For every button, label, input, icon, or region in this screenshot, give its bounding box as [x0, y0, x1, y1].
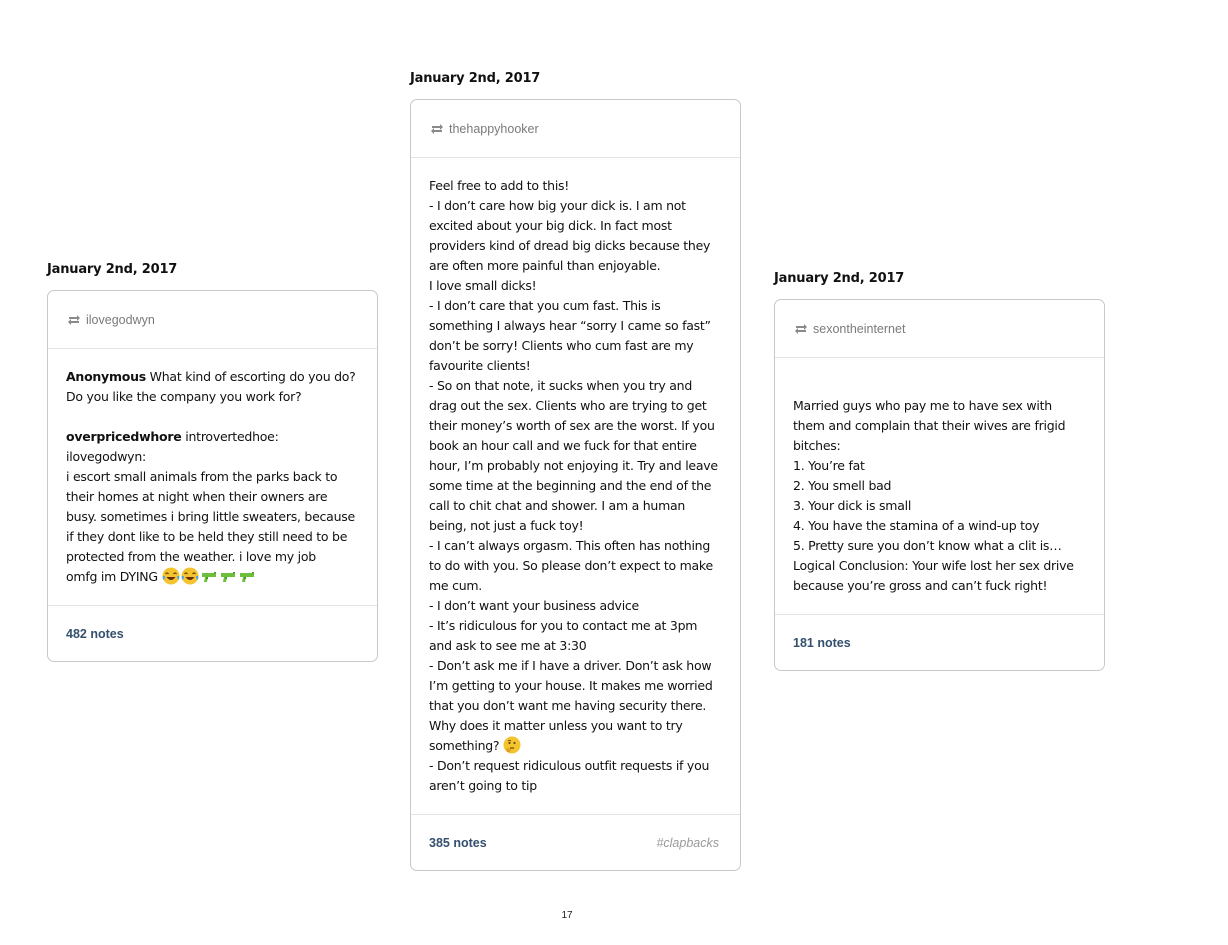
- post-paragraph: - It’s ridiculous for you to contact me at 3pm and ask to see me at 3:30: [429, 618, 698, 653]
- ask-author[interactable]: Anonymous: [66, 369, 146, 384]
- post-paragraph: 1. You’re fat: [793, 458, 865, 473]
- water-gun-emoji-icon: [219, 567, 237, 585]
- laughing-crying-emoji-icon: [181, 567, 199, 585]
- reply-author[interactable]: overpricedwhore: [66, 429, 182, 444]
- post-column-3: [774, 271, 1105, 671]
- post-paragraph: - I don’t care how big your dick is. I am not excited about your big dick. In fact most providers kind of dread big dicks because they are often more painful than enjoyable.: [429, 198, 711, 273]
- post-paragraph: i escort small animals from the parks back to their homes at night when their owners are busy. sometimes i bring little sweaters, because if they dont like to be held they still need to be protected from the weather. i love my job: [66, 469, 355, 564]
- post-column-1: [47, 262, 378, 662]
- post-paragraph: 5. Pretty sure you don’t know what a clit is…Logical Conclusion: Your wife lost her sex drive because you’re gross and can’t fuck right!: [793, 538, 1074, 593]
- post-paragraph: 4. You have the stamina of a wind-up toy: [793, 518, 1040, 533]
- post-paragraph: - So on that note, it sucks when you try and drag out the sex. Clients who are trying to get their money’s worth of sex are the worst. If you book an hour call and we fuck for that entire hour, I’m probably not enjoying it. Try and leave some time at the beginning and the end of the call to chit chat and shower. I am a human being, not just a fuck toy!: [429, 378, 718, 533]
- post-footer: [411, 814, 740, 870]
- reblog-icon: [794, 323, 808, 335]
- reblog-icon: [67, 314, 81, 326]
- post-paragraph: [429, 656, 722, 756]
- reblog-icon: [430, 123, 444, 135]
- post-date: January 2nd, 2017: [47, 262, 178, 277]
- laughing-crying-emoji-icon: [162, 567, 180, 585]
- post-footer: [775, 614, 1104, 670]
- post-paragraph: - Don’t request ridiculous outfit requests if you aren’t going to tip: [429, 758, 710, 793]
- post-date: January 2nd, 2017: [410, 71, 541, 86]
- post-header: [775, 300, 1104, 358]
- post-footer: [48, 605, 377, 661]
- post-body: [48, 349, 377, 605]
- thinking-face-emoji-icon: [503, 736, 521, 754]
- post-body: [775, 358, 1104, 614]
- post-header: [48, 291, 377, 349]
- reply-text: introvertedhoe:: [181, 429, 279, 444]
- post-card: [774, 299, 1105, 671]
- ask-text: What kind of escorting do you do? Do you like the company you work for?: [66, 369, 356, 404]
- reblog-source[interactable]: thehappyhooker: [449, 121, 539, 136]
- notes-count[interactable]: 385 notes: [429, 835, 487, 850]
- post-card: [47, 290, 378, 662]
- post-text: omfg im DYING: [66, 569, 158, 584]
- water-gun-emoji-icon: [238, 567, 256, 585]
- notes-count[interactable]: 181 notes: [793, 635, 851, 650]
- water-gun-emoji-icon: [200, 567, 218, 585]
- post-column-2: [410, 71, 741, 871]
- post-date: January 2nd, 2017: [774, 271, 905, 286]
- post-paragraph: Feel free to add to this!: [429, 178, 570, 193]
- post-paragraph: 3. Your dick is small: [793, 498, 912, 513]
- ask-line: [66, 367, 359, 407]
- post-paragraph: - I can’t always orgasm. This often has nothing to do with you. So please don’t expect to make me cum.: [429, 538, 713, 593]
- notes-count[interactable]: 482 notes: [66, 626, 124, 641]
- post-card: [410, 99, 741, 871]
- post-paragraph: I love small dicks!: [429, 278, 537, 293]
- reply-line: [66, 427, 359, 447]
- post-text: - Don’t ask me if I have a driver. Don’t ask how I’m getting to your house. It makes me worried that you don’t want me having security there. Why does it matter unless you want to try something?: [429, 658, 713, 753]
- post-paragraph: [66, 567, 359, 587]
- reblog-source[interactable]: ilovegodwyn: [86, 312, 155, 327]
- post-body: [411, 158, 740, 814]
- post-paragraph: Married guys who pay me to have sex with them and complain that their wives are frigid bitches:: [793, 398, 1066, 453]
- post-paragraph: - I don’t care that you cum fast. This is something I always hear “sorry I came so fast” don’t be sorry! Clients who cum fast are my favourite clients!: [429, 298, 711, 373]
- post-header: [411, 100, 740, 158]
- post-paragraph: - I don’t want your business advice: [429, 598, 639, 613]
- reblog-attribution: ilovegodwyn:: [66, 449, 146, 464]
- page-number: 17: [561, 910, 573, 921]
- post-tag[interactable]: #clapbacks: [656, 835, 719, 850]
- post-paragraph: 2. You smell bad: [793, 478, 892, 493]
- reblog-source[interactable]: sexontheinternet: [813, 321, 906, 336]
